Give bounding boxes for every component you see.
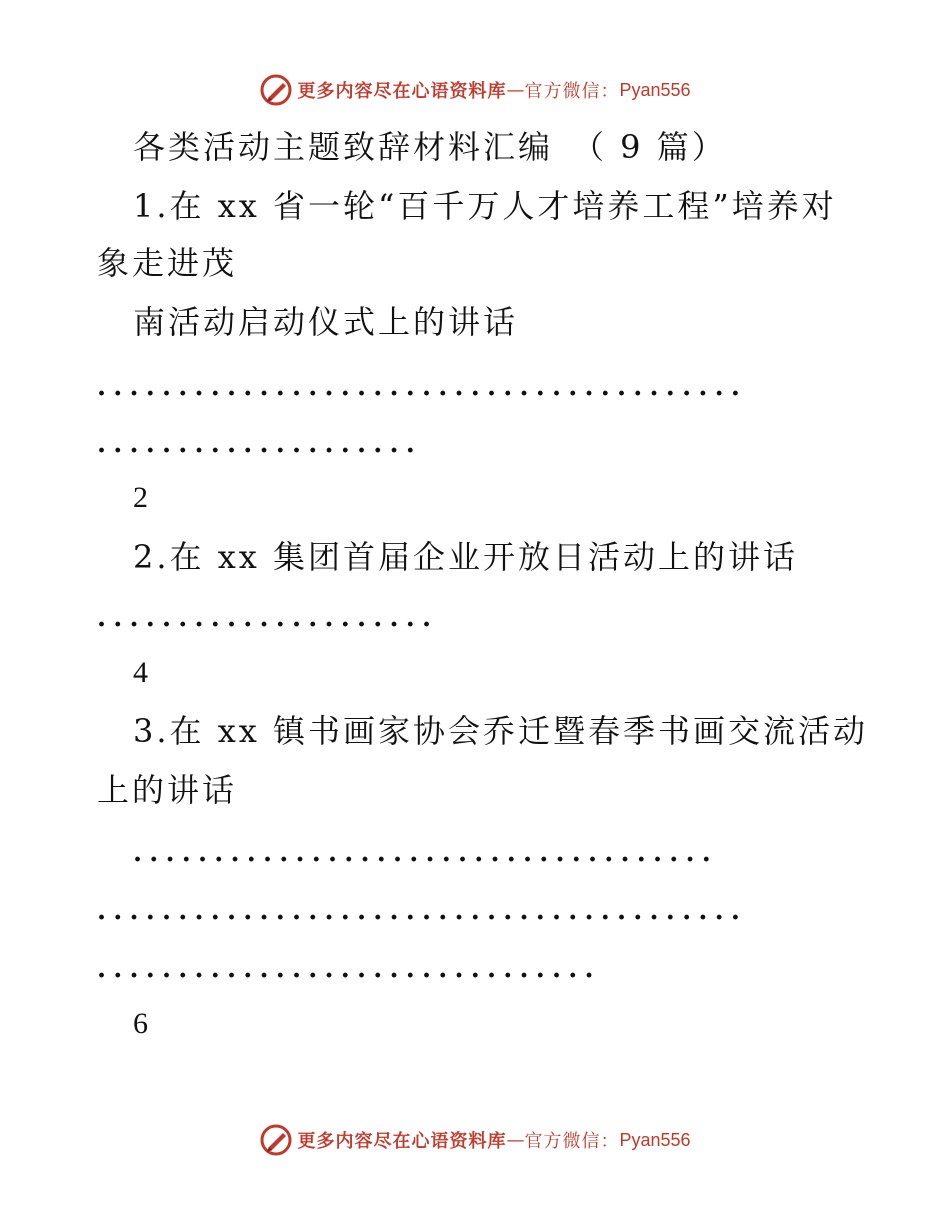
document-title: 各类活动主题致辞材料汇编 （ 9 篇） xyxy=(133,128,727,166)
banner-wechat-id: Pyan556 xyxy=(619,1129,691,1150)
toc-entry-3-leader-2: ........................................ xyxy=(97,896,748,926)
toc-entry-2-leader-1: ..................... xyxy=(97,603,439,633)
footer-banner xyxy=(0,1120,950,1160)
banner-wechat-label: 官方微信： xyxy=(524,81,620,102)
toc-entry-1-leader-2: .................... xyxy=(97,429,423,459)
banner-wechat-label: 官方微信： xyxy=(524,1131,620,1152)
toc-entry-1-line-3: 南活动启动仪式上的讲话 xyxy=(133,303,519,341)
pen-logo-icon xyxy=(259,1123,293,1157)
toc-entry-2-page: 4 xyxy=(133,656,148,689)
toc-entry-1-page: 2 xyxy=(133,481,148,514)
toc-entry-1-line-1: 1.在 xx 省一轮“百千万人才培养工程”培养对 xyxy=(133,187,837,225)
banner-site-name: 更多内容尽在心语资料库 xyxy=(297,81,507,102)
pen-logo-icon xyxy=(259,73,293,107)
banner-site-name: 更多内容尽在心语资料库 xyxy=(297,1131,507,1152)
header-banner xyxy=(0,70,950,110)
toc-entry-3-page: 6 xyxy=(133,1007,148,1040)
toc-entry-1-line-2: 象走进茂 xyxy=(97,244,238,282)
toc-entry-3-leader-3: ............................... xyxy=(97,954,601,984)
banner-dash: — xyxy=(506,1129,525,1151)
toc-entry-3-leader-1: .................................... xyxy=(133,838,719,868)
toc-entry-3-line-2: 上的讲话 xyxy=(97,771,238,809)
toc-entry-3-line-1: 3.在 xx 镇书画家协会乔迁暨春季书画交流活动 xyxy=(133,712,868,750)
toc-entry-1-leader-1: ........................................ xyxy=(97,372,748,402)
banner-wechat-id: Pyan556 xyxy=(619,79,691,100)
banner-dash: — xyxy=(506,79,525,101)
toc-entry-2-line-1: 2.在 xx 集团首届企业开放日活动上的讲话 xyxy=(133,538,798,576)
